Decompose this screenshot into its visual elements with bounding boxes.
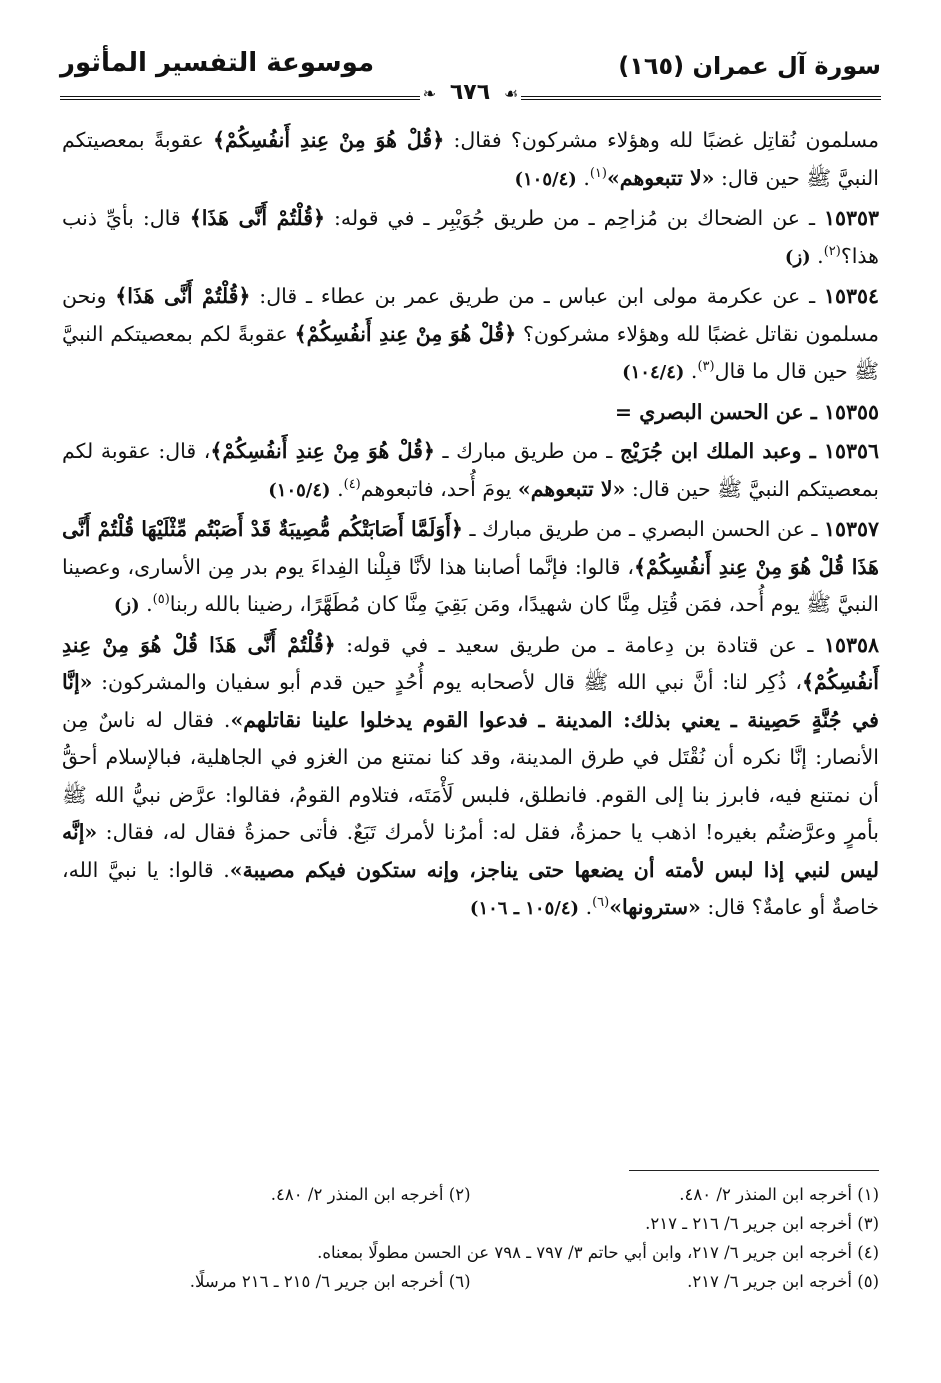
narrator-name: ـ وعبد الملك ابن جُرَيْج (619, 439, 824, 463)
quran-quote: ﴿قُلْ هُوَ مِنْ عِندِ أَنفُسِكُمْ﴾ (210, 439, 435, 463)
volume-reference: (١٠٥/٤) (514, 168, 577, 190)
entry-text: عقوبةً بمعصيتكم النبيَّ ﷺ حين قال: (62, 128, 879, 190)
entry-text: . (576, 165, 590, 190)
quran-quote: ﴿قُلْتُمْ أَنَّى هَذَا﴾ (115, 284, 251, 308)
ornament-left-icon: ❧ (422, 84, 437, 103)
rule-line-right (521, 96, 881, 100)
footnote-marker: (٦) (592, 895, 610, 911)
volume-reference: (١٠٤/٤) (622, 362, 685, 383)
footnotes (62, 1180, 879, 1296)
entry-text: مسلمون نُقاتِل غضبًا لله وهؤلاء مشركون؟ فقال: (444, 128, 879, 152)
quran-quote: ﴿قُلْتُمْ أَنَّى هَذَا﴾ (189, 206, 326, 230)
entry-number: ١٥٣٥٤ (823, 284, 879, 308)
surah-title: سورة آل عمران (١٦٥) (618, 52, 881, 80)
footnote-row (62, 1238, 879, 1267)
entry-text: ، قالوا: فإنَّما أصابنا هذا لأنَّا قبِلْنا الفِداءَ يوم بدر مِن الأسارى، وعصينا النبيَّ ﷺ يوم أُحد، فمَن قُتِل مِنَّا كان شهيدًا، ومَن بَقِيَ مِنَّا كان مُطَهَّرًا، رضينا بالله ربنا (62, 554, 879, 616)
book-title: موسوعة التفسير المأثور (60, 48, 375, 78)
entry-text: عقوبةً لكم بمعصيتكم النبيَّ ﷺ حين قال ما قال (62, 321, 879, 383)
hadith-quote: «إنَّا في جُنَّةٍ حَصِينة ـ يعني بذلك: المدينة ـ فدعوا القوم يدخلوا علينا نقاتلهم» (62, 670, 879, 732)
entry-text: ـ عن الحسن البصري ـ من طريق مبارك ـ (462, 517, 824, 541)
footnote-marker: (٣) (697, 359, 715, 375)
hadith-quote: «سترونها» (609, 895, 701, 919)
entry-text: . (139, 592, 153, 616)
footnote-row (62, 1209, 879, 1238)
footnote-marker: (٢) (823, 243, 841, 259)
entry-text: . (330, 476, 344, 501)
entry-15355 (62, 394, 879, 432)
page-header (60, 46, 881, 106)
entry-number: ١٥٣٥٨ (823, 632, 879, 657)
entry-number: ١٥٣٥٧ (823, 517, 880, 541)
footnote-1: (١) أخرجه ابن المنذر ٢/ ٤٨٠. (679, 1185, 879, 1204)
entry-text: يومَ أُحد، فاتبعوهم (360, 476, 518, 501)
entry-text: ـ من طريق مبارك ـ (434, 439, 620, 463)
volume-reference: (ز) (784, 246, 811, 268)
footnote-marker: (٥) (152, 592, 170, 608)
footnote-marker: (١) (589, 165, 607, 181)
footnote-6: (٦) أخرجه ابن جرير ٦/ ٢١٥ ـ ٢١٦ مرسلًا. (189, 1272, 471, 1291)
entry-text: ـ عن قتادة بن دِعامة ـ من طريق سعيد ـ في قوله: (335, 632, 824, 657)
hadith-quote: «لا تتبعوهم» (517, 476, 626, 501)
page-number: ٦٧٦ (449, 80, 491, 105)
rule-line-left (60, 96, 420, 100)
page-number-block (417, 80, 524, 105)
volume-reference: (١٠٥/٤) (268, 479, 331, 501)
footnote-5: (٥) أخرجه ابن جرير ٦/ ٢١٧. (687, 1272, 879, 1291)
footnote-divider (629, 1170, 879, 1171)
quran-quote: ﴿قُلْتُمْ أَنَّى هَذَا قُلْ هُوَ مِنْ عِندِ أَنفُسِكُمْ﴾ (62, 632, 879, 694)
footnote-row (62, 1267, 879, 1296)
volume-reference: (١٠٥/٤ ـ ١٠٦) (469, 898, 580, 919)
entry-text: ـ عن الحسن البصري = (614, 399, 824, 424)
quran-quote: ﴿قُلْ هُوَ مِنْ عِندِ أَنفُسِكُمْ﴾ (213, 128, 445, 152)
entry-15357 (62, 511, 879, 625)
quran-quote: ﴿أَوَلَمَّا أَصَابَتْكُم مُّصِيبَةٌ قَدْ أَصَبْتُم مِّثْلَيْهَا قُلْتُمْ أَنَّى هَذَا قُلْ هُوَ مِنْ عِندِ أَنفُسِكُمْ﴾ (62, 517, 879, 579)
entry-continuation (62, 122, 879, 198)
entry-text: قال: بأيِّ ذنب هذا؟ (62, 206, 879, 268)
ornament-right-icon: ☙ (503, 84, 519, 103)
entry-text: . (810, 243, 824, 268)
entry-number: ١٥٣٥٣ (823, 206, 880, 230)
entry-text: ـ عن عكرمة مولى ابن عباس ـ من طريق عمر بن عطاء ـ قال: (250, 284, 824, 308)
entry-15358 (62, 627, 879, 928)
footnote-4: (٤) أخرجه ابن جرير ٦/ ٢١٧، وابن أبي حاتم ٣/ ٧٩٧ ـ ٧٩٨ عن الحسن مطولًا بمعناه. (317, 1243, 879, 1262)
footnote-marker: (٤) (343, 476, 361, 492)
footnote-2: (٢) أخرجه ابن المنذر ٢/ ٤٨٠. (270, 1185, 471, 1204)
footnote-3: (٣) أخرجه ابن جرير ٦/ ٢١٦ ـ ٢١٧. (645, 1214, 879, 1233)
footnote-row (62, 1180, 879, 1209)
entry-text: . فقال له ناسٌ مِن الأنصار: إنَّا نكره أن نُقْتَل في طرق المدينة، وقد كنا نمتنع من الغزو في الجاهلية، فبالإسلام أحقُّ أن نمتنع فيه، فابرز بنا إلى القوم. فانطلق، فلبس لَأْمَتَه، فتلاوم القومُ، فقالوا: عرَّض نبيُّ الله ﷺ بأمرٍ وعرَّضتُم بغيره! اذهب يا حمزةُ، فقل له: أمرُنا لأمرك تَبَعٌ. فأتى حمزةُ فقال له، فقال: (62, 707, 879, 844)
entry-number: ١٥٣٥٦ (823, 439, 879, 463)
entry-15353 (62, 200, 879, 276)
entry-15356 (62, 433, 879, 509)
entry-number: ١٥٣٥٥ (823, 399, 879, 424)
entry-text: . (579, 895, 593, 919)
entry-15354 (62, 278, 879, 392)
entry-text: ونحن مسلمون نقاتل غضبًا لله وهؤلاء مشركون؟ (62, 284, 879, 346)
volume-reference: (ز) (113, 595, 140, 616)
hadith-quote: «إنَّه ليس لنبي إذا لبس لأمته أن يضعها حتى يناجز، وإنه ستكون فيكم مصيبة» (62, 820, 879, 882)
main-text (62, 122, 879, 930)
quran-quote: ﴿قُلْ هُوَ مِنْ عِندِ أَنفُسِكُمْ﴾ (294, 321, 517, 346)
entry-text: . قالوا: يا نبيَّ الله، خاصةٌ أو عامةٌ؟ قال: (62, 857, 879, 919)
hadith-quote: «لا تتبعوهم» (606, 165, 715, 190)
entry-text: . (684, 359, 698, 383)
entry-text: ، قال: عقوبة لكم بمعصيتكم النبيَّ ﷺ حين قال: (62, 439, 879, 501)
entry-text: ، ذُكِر لنا: أنَّ نبي الله ﷺ قال لأصحابه يوم أُحُدٍ حين قدم أبو سفيان والمشركون: (92, 670, 802, 694)
entry-text: ـ عن الضحاك بن مُزاحِم ـ من طريق جُوَيْبِر ـ في قوله: (325, 206, 824, 230)
